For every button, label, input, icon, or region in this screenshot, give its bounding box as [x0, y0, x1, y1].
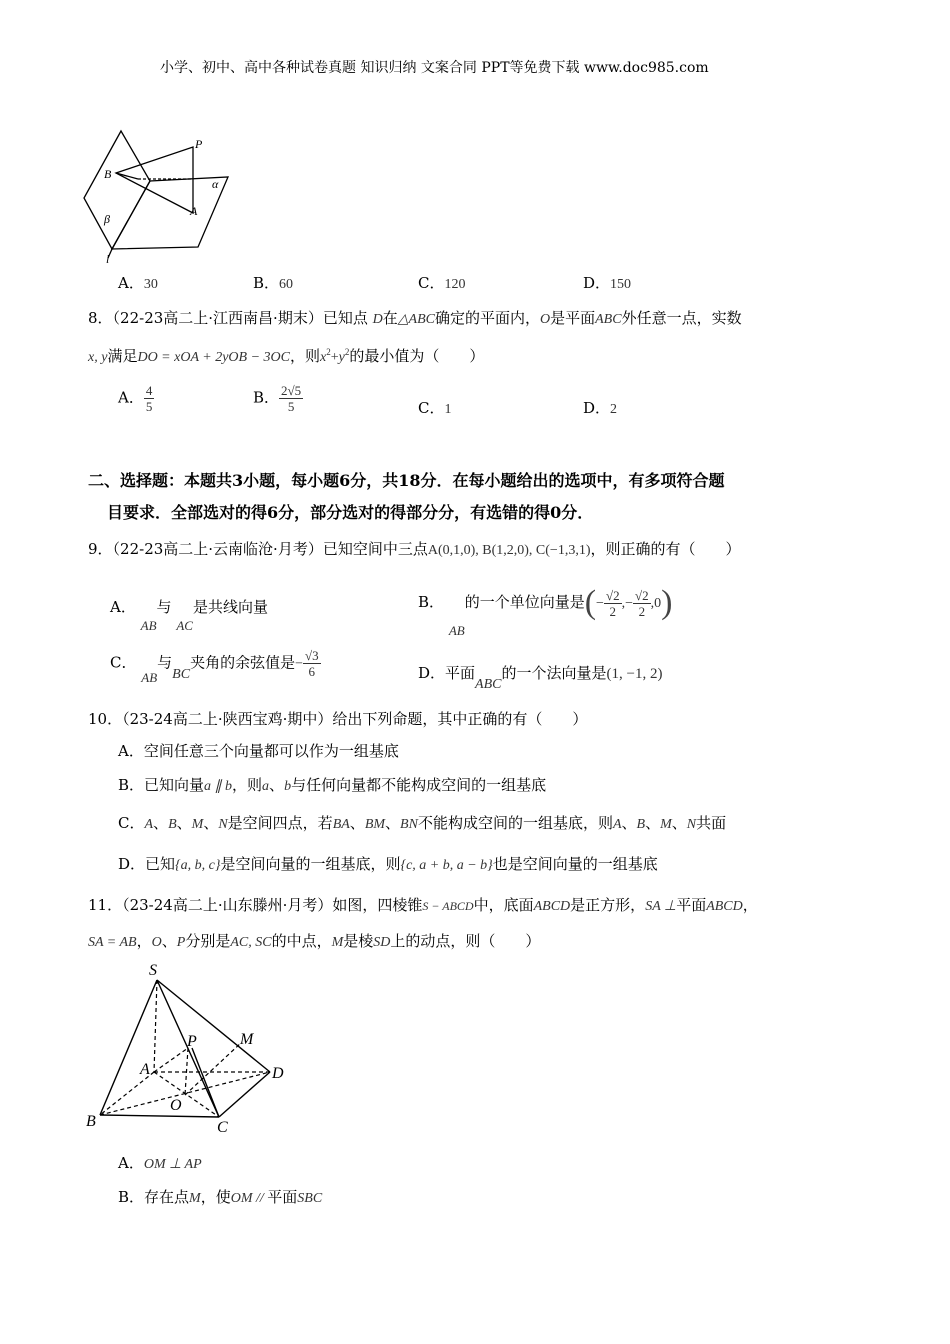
label-A: A: [190, 204, 198, 218]
q11-stem-line2: SA = AB，O、P分别是AC, SC的中点，M是棱SD上的动点，则（ ）: [88, 932, 541, 950]
q9-stem: 9．（22-23高二上·云南临沧·月考）已知空间中三点A(0,1,0), B(1,2,0), C(−1,3,1)，则正确的有（ ）: [88, 540, 741, 558]
q9-option-c: C． AB与BC夹角的余弦值是− $\frac{√3}{6}$: [110, 648, 319, 685]
q7-option-c: C．120: [418, 274, 466, 292]
q8-option-a: A． $\frac{4}{5}$: [118, 383, 153, 414]
label-alpha: α: [212, 177, 219, 191]
pyramid-figure: [82, 960, 292, 1140]
q9-option-b: B． AB的一个单位向量是(− $\frac{√2}{2}$ ,− $\frac{√2}{2}$ ,0): [418, 584, 673, 638]
q10-option-b: B．已知向量a ∥ b，则a、b与任何向量都不能构成空间的一组基底: [118, 776, 547, 794]
section2-heading-line2: 目要求．全部选对的得6分，部分选对的得部分分，有选错的得0分．: [107, 503, 594, 522]
label-B: B: [104, 167, 112, 181]
q9-option-d: D．平面ABC的一个法向量是(1, −1, 2): [418, 664, 663, 692]
label-P: P: [187, 1033, 197, 1050]
label-S: S: [149, 962, 157, 979]
section2-heading-line1: 二、选择题：本题共3小题，每小题6分，共18分．在每小题给出的选项中，有多项符合题: [88, 471, 725, 490]
label-D: D: [272, 1065, 284, 1082]
q11-option-b: B．存在点M，使OM // 平面SBC: [118, 1188, 323, 1206]
q10-option-d: D．已知{a, b, c}是空间向量的一组基底，则{c, a + b, a − b}也是空间向量的一组基底: [118, 855, 658, 873]
q8-option-d: D．2: [583, 399, 618, 417]
q9-option-a: A． AB与 AC是共线向量: [110, 598, 268, 633]
q10-option-a: A．空间任意三个向量都可以作为一组基底: [118, 742, 399, 760]
label-B: B: [86, 1113, 96, 1130]
q7-option-d: D．150: [583, 274, 632, 292]
label-C: C: [217, 1119, 228, 1136]
label-M: M: [240, 1031, 254, 1048]
q7-option-a: A．30: [118, 274, 158, 292]
q8-option-b: B． $\frac{2√5}{5}$: [253, 383, 302, 414]
q11-stem-line1: 11．（23-24高二上·山东滕州·月考）如图，四棱锥S − ABCD中，底面ABCD是正方形，SA ⊥平面ABCD，: [88, 896, 758, 914]
q8-stem-line1: 8．（22-23高二上·江西南昌·期末）已知点 D在△ABC确定的平面内，O是平面ABC外任意一点，实数: [88, 309, 742, 327]
q8-option-c: C．1: [418, 399, 452, 417]
label-P: P: [195, 137, 203, 151]
label-O: O: [170, 1097, 182, 1114]
label-l: l: [106, 252, 110, 265]
page-header: 小学、初中、高中各种试卷真题 知识归纳 文案合同 PPT等免费下载 www.doc985.com: [160, 60, 709, 76]
label-A: A: [140, 1061, 150, 1078]
q10-option-c: C．A、B、M、N是空间四点，若BA、BM、BN不能构成空间的一组基底，则A、B、M、N共面: [118, 814, 727, 832]
label-beta: β: [104, 212, 110, 226]
q10-stem: 10．（23-24高二上·陕西宝鸡·期中）给出下列命题，其中正确的有（ ）: [88, 710, 588, 728]
q8-stem-line2: x, y满足DO = xOA + 2yOB − 3OC，则$x^2+y^2$的最小值为（ ）: [88, 347, 485, 365]
q7-option-b: B．60: [253, 274, 294, 292]
q11-option-a: A．OM ⊥ AP: [118, 1154, 202, 1172]
dihedral-figure: [78, 125, 238, 265]
